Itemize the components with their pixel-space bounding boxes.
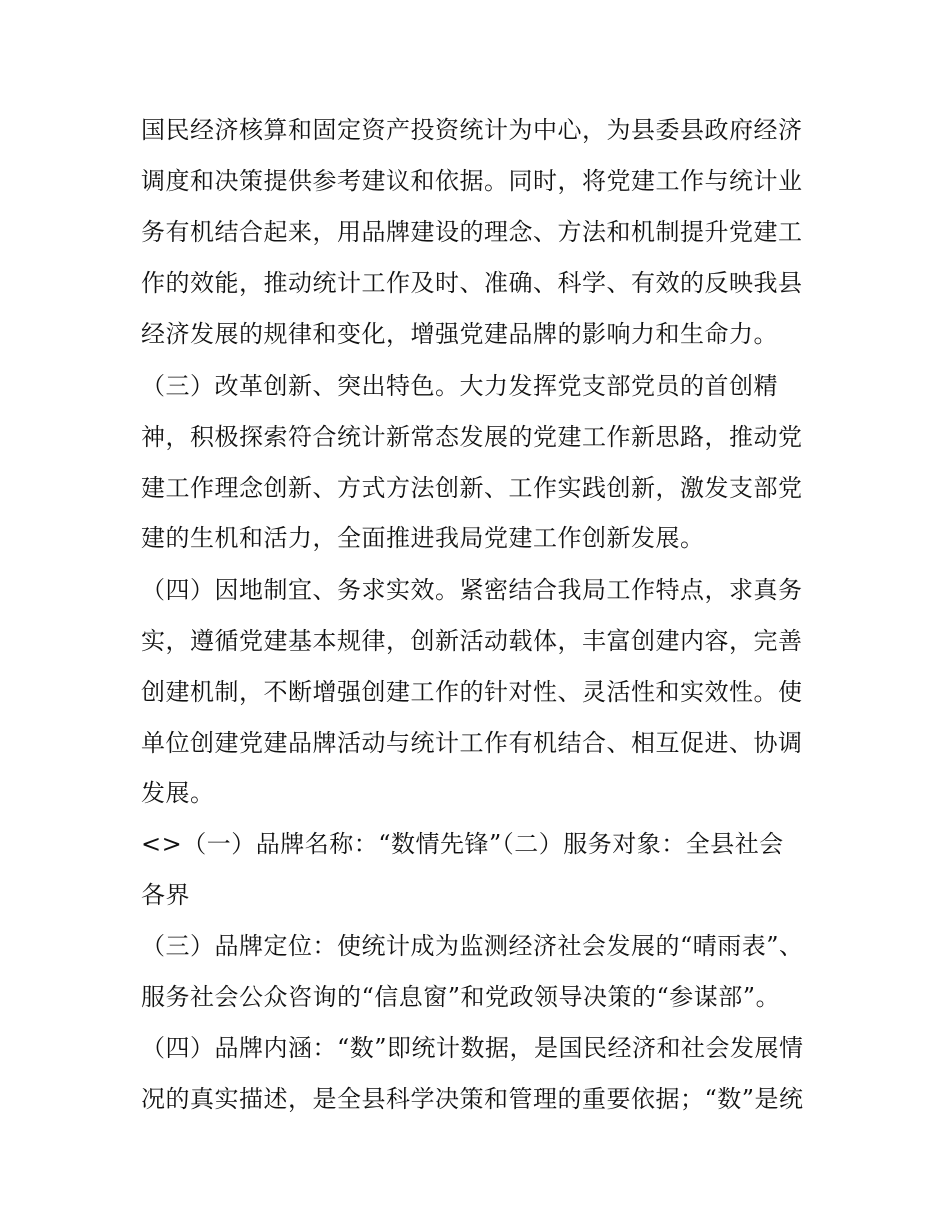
text-line: （三）品牌定位：使统计成为监测经济社会发展的“晴雨表”、 bbox=[141, 932, 804, 960]
text-line: 发展。 bbox=[141, 779, 215, 807]
text-line: 务有机结合起来，用品牌建设的理念、方法和机制提升党建工 bbox=[141, 218, 803, 246]
text-line: 创建机制，不断增强创建工作的针对性、灵活性和实效性。使 bbox=[141, 678, 803, 706]
text-line: （四）品牌内涵：“数”即统计数据，是国民经济和社会发展情 bbox=[141, 1034, 804, 1062]
text-line: 调度和决策提供参考建议和依据。同时，将党建工作与统计业 bbox=[141, 167, 803, 195]
text-line: <>（一）品牌名称：“数情先锋”（二）服务对象：全县社会 bbox=[141, 830, 784, 858]
text-line: 经济发展的规律和变化，增强党建品牌的影响力和生命力。 bbox=[141, 320, 778, 348]
text-line: 国民经济核算和固定资产投资统计为中心，为县委县政府经济 bbox=[141, 116, 803, 144]
text-line: 实，遵循党建基本规律，创新活动载体，丰富创建内容，完善 bbox=[141, 627, 803, 655]
text-line: 单位创建党建品牌活动与统计工作有机结合、相互促进、协调 bbox=[141, 729, 803, 757]
text-line: 况的真实描述，是全县科学决策和管理的重要依据；“数”是统 bbox=[141, 1085, 804, 1113]
text-line: 神，积极探索符合统计新常态发展的党建工作新思路，推动党 bbox=[141, 423, 803, 451]
text-line: （三）改革创新、突出特色。大力发挥党支部党员的首创精 bbox=[141, 372, 778, 400]
text-line: （四）因地制宜、务求实效。紧密结合我局工作特点，求真务 bbox=[141, 576, 803, 604]
text-line: 建工作理念创新、方式方法创新、工作实践创新，激发支部党 bbox=[141, 474, 803, 502]
text-line: 建的生机和活力，全面推进我局党建工作创新发展。 bbox=[141, 524, 705, 552]
text-line: 各界 bbox=[141, 881, 190, 909]
text-line: 服务社会公众咨询的“信息窗”和党政领导决策的“参谋部”。 bbox=[141, 983, 781, 1011]
text-line: 作的效能，推动统计工作及时、准确、科学、有效的反映我县 bbox=[141, 269, 803, 297]
